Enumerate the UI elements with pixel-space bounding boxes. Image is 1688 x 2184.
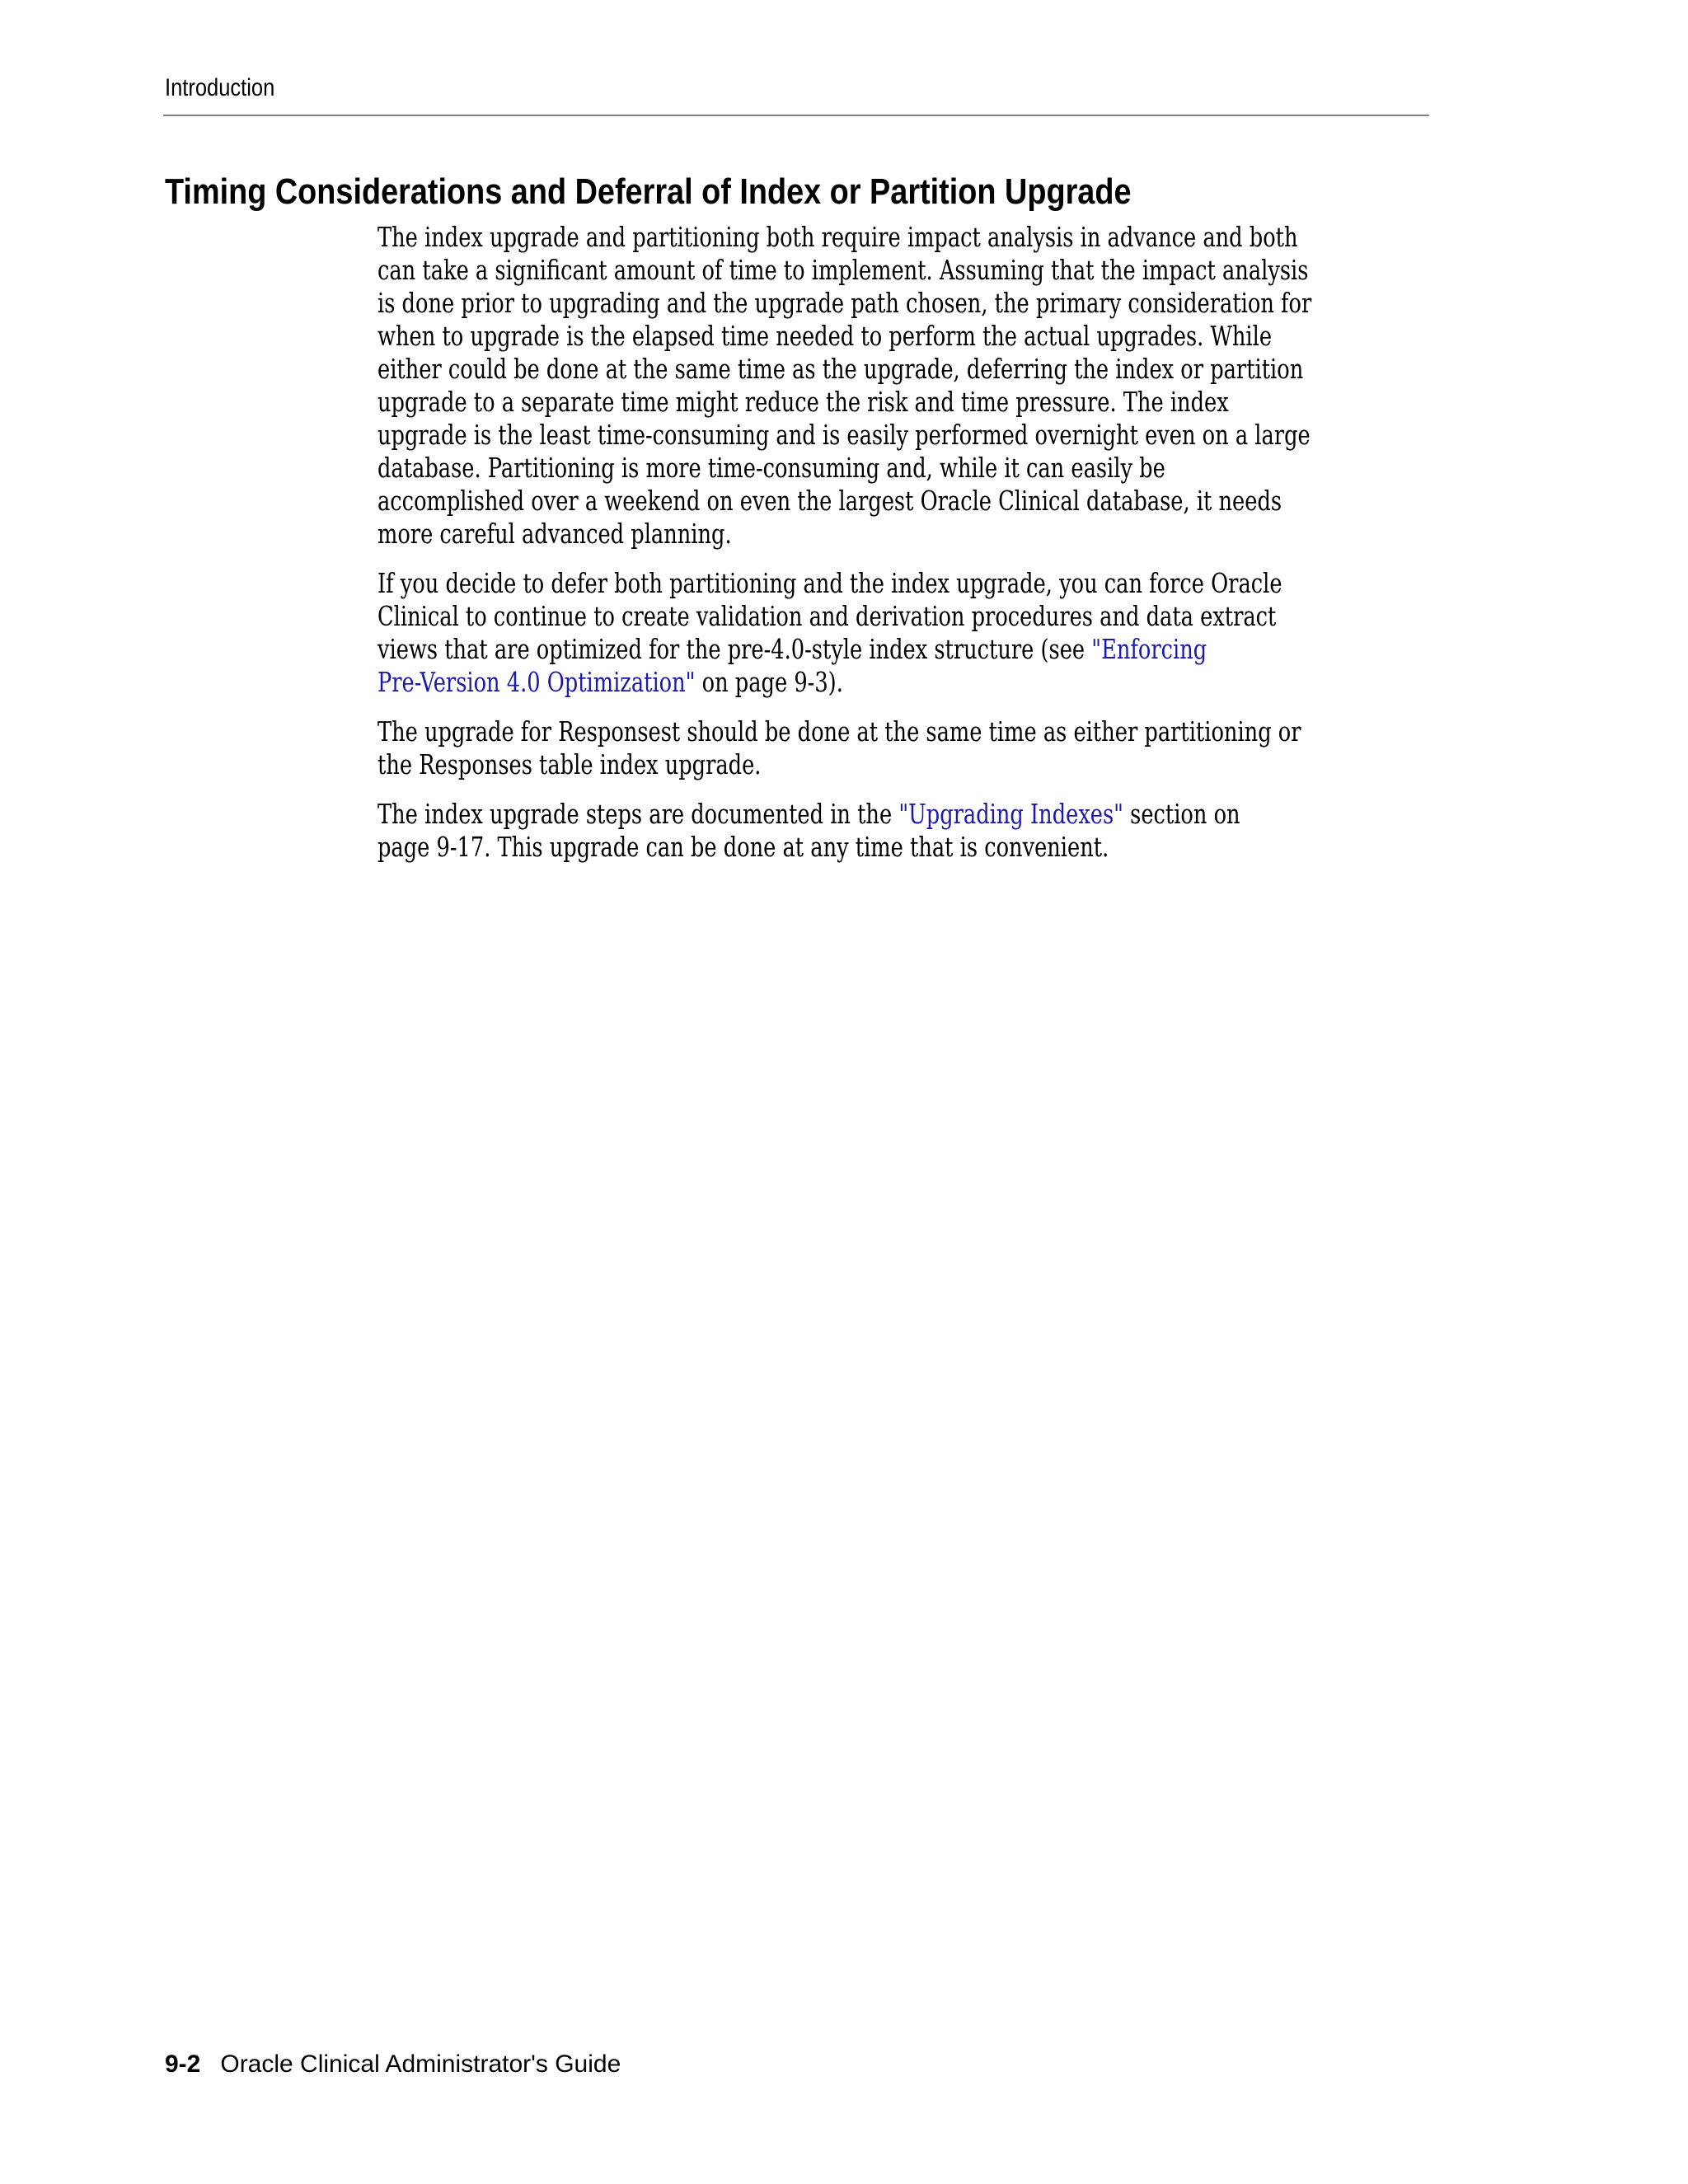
text-line <box>377 633 1217 666</box>
link-enforcing-pre-version-4-optimization[interactable]: "Enforcing <box>1091 634 1207 665</box>
page-footer <box>165 2050 621 2079</box>
text-line <box>377 666 1217 699</box>
page-number: 9-2 <box>165 2050 201 2078</box>
text-run: on page 9-3). <box>695 667 843 698</box>
text-line: The upgrade for Responsest should be done at the same time as either partitioning or <box>377 716 1301 748</box>
text-line: upgrade is the least time-consuming and is easily performed overnight even on a large <box>377 419 1311 451</box>
link-upgrading-indexes[interactable]: "Upgrading Indexes" <box>898 799 1123 830</box>
header-divider <box>163 115 1429 116</box>
text-run: section on <box>1123 799 1240 830</box>
paragraph-deferral <box>377 567 1282 699</box>
paragraph-timing <box>377 221 1312 551</box>
text-line: can take a significant amount of time to implement. Assuming that the impact analysis <box>377 255 1309 286</box>
text-line: is done prior to upgrading and the upgrade path chosen, the primary consideration for <box>377 288 1312 319</box>
text-line: either could be done at the same time as the upgrade, deferring the index or partition <box>377 354 1304 385</box>
text-line: upgrade to a separate time might reduce the risk and time pressure. The index <box>377 387 1229 418</box>
text-line: the Responses table index upgrade. <box>377 749 762 780</box>
text-run: views that are optimized for the pre-4.0-style index structure (see <box>377 634 1092 665</box>
text-line: If you decide to defer both partitioning and the index upgrade, you can force Oracle <box>377 568 1282 599</box>
section-body <box>377 221 1441 880</box>
text-line: The index upgrade and partitioning both require impact analysis in advance and both <box>377 222 1298 253</box>
text-line <box>377 798 1240 831</box>
text-line: database. Partitioning is more time-consuming and, while it can easily be <box>377 452 1165 484</box>
section-title: Timing Considerations and Deferral of Index or Partition Upgrade <box>165 171 1132 212</box>
text-line: more careful advanced planning. <box>377 518 732 550</box>
running-header: Introduction <box>165 74 275 101</box>
text-run: The index upgrade steps are documented in the <box>377 799 899 830</box>
text-line: page 9-17. This upgrade can be done at any time that is convenient. <box>377 832 1109 863</box>
link-enforcing-pre-version-4-optimization-cont[interactable]: Pre-Version 4.0 Optimization" <box>377 667 696 698</box>
text-line: Clinical to continue to create validation and derivation procedures and data extract <box>377 601 1277 632</box>
text-line: accomplished over a weekend on even the largest Oracle Clinical database, it needs <box>377 485 1282 517</box>
book-title: Oracle Clinical Administrator's Guide <box>220 2050 621 2078</box>
text-line: when to upgrade is the elapsed time needed to perform the actual upgrades. While <box>377 321 1273 352</box>
paragraph-index-steps <box>377 798 1240 864</box>
paragraph-responsest <box>377 715 1301 781</box>
